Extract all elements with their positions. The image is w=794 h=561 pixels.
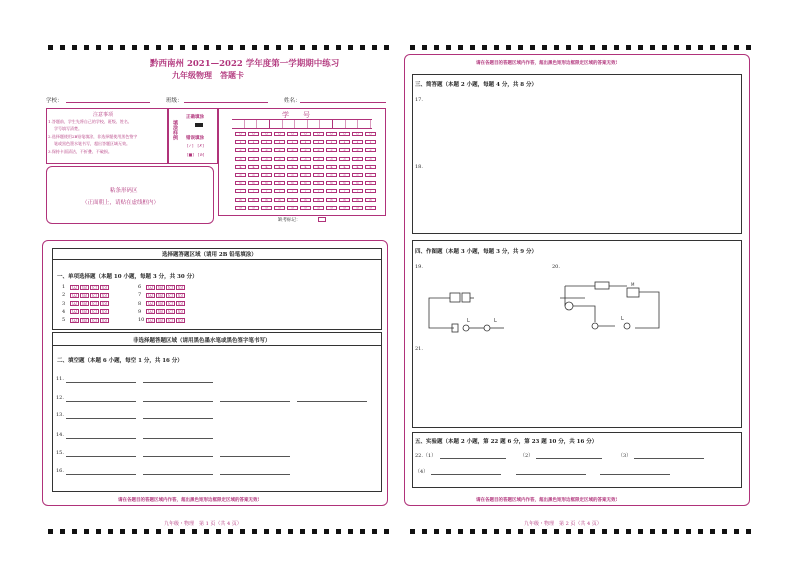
- mc-question-row: [62, 284, 110, 290]
- id-digit-bubble[interactable]: 3: [261, 157, 272, 161]
- id-digit-bubble[interactable]: 7: [248, 189, 259, 193]
- fill-blank[interactable]: [220, 401, 290, 402]
- mc-option-bubble[interactable]: [A]: [71, 293, 78, 298]
- mc-option-bubble[interactable]: [C]: [91, 318, 98, 323]
- fill-blank[interactable]: [143, 401, 213, 402]
- mc-option-bubble[interactable]: [C]: [91, 310, 98, 315]
- question-22-part-3: （3）: [618, 453, 632, 459]
- id-digit-bubble[interactable]: 7: [339, 189, 350, 193]
- mc-option-bubble[interactable]: [A]: [71, 302, 78, 307]
- fill-question-number: 13.: [56, 412, 64, 418]
- id-digit-bubble[interactable]: 5: [235, 173, 246, 177]
- mc-option-bubble[interactable]: [D]: [101, 293, 108, 298]
- mc-option-bubble[interactable]: [B]: [157, 310, 164, 315]
- id-digit-bubble[interactable]: 0: [352, 132, 363, 136]
- question-21: 21.: [415, 346, 423, 352]
- id-digit-bubble[interactable]: 0: [287, 132, 298, 136]
- exp-blank[interactable]: [634, 458, 704, 459]
- id-digit-row: [235, 132, 376, 136]
- wrong-label: 错误填涂: [186, 136, 204, 141]
- fill-blank[interactable]: [297, 401, 367, 402]
- id-digit-bubble[interactable]: 1: [235, 140, 246, 144]
- id-digit-bubble[interactable]: 9: [313, 206, 324, 210]
- id-digit-bubble[interactable]: 0: [300, 132, 311, 136]
- id-digit-bubble[interactable]: 5: [339, 173, 350, 177]
- id-digit-bubble[interactable]: 4: [287, 165, 298, 169]
- id-digit-bubble[interactable]: 0: [365, 132, 376, 136]
- id-digit-row: [235, 157, 376, 161]
- mc-option-bubble[interactable]: [A]: [147, 293, 154, 298]
- mc-question-row: [138, 317, 186, 323]
- id-digit-bubble[interactable]: 3: [235, 157, 246, 161]
- mc-option-bubble[interactable]: [D]: [177, 302, 184, 307]
- id-digit-bubble[interactable]: 3: [365, 157, 376, 161]
- mc-option-bubble[interactable]: [B]: [157, 318, 164, 323]
- exp-blank[interactable]: [536, 458, 602, 459]
- mc-option-bubble[interactable]: [B]: [81, 293, 88, 298]
- id-digit-bubble[interactable]: 2: [300, 148, 311, 152]
- id-digit-bubble[interactable]: 4: [300, 165, 311, 169]
- id-digit-bubble[interactable]: 7: [287, 189, 298, 193]
- mc-option-bubble[interactable]: [B]: [157, 302, 164, 307]
- mc-option-bubble[interactable]: [A]: [147, 285, 154, 290]
- exp-blank[interactable]: [431, 474, 501, 475]
- svg-text:M: M: [631, 282, 635, 287]
- id-digit-bubble[interactable]: 8: [261, 198, 272, 202]
- fill-question-number: 15.: [56, 450, 64, 456]
- id-digit-bubble[interactable]: 1: [274, 140, 285, 144]
- mc-option-bubble[interactable]: [A]: [71, 285, 78, 290]
- circuit-figure-20: [555, 276, 665, 338]
- id-digit-bubble[interactable]: 4: [248, 165, 259, 169]
- svg-text:L: L: [494, 318, 497, 324]
- svg-text:L: L: [621, 316, 624, 322]
- fill-blank[interactable]: [143, 456, 213, 457]
- header-warning: 请在各题目的答题区域内作答，超出黑色矩形边框限定区域的答案无效!: [476, 61, 618, 66]
- fill-blank[interactable]: [66, 401, 136, 402]
- absent-label: 缺考标记：: [278, 218, 301, 223]
- mc-question-number: 8: [138, 300, 142, 307]
- mc-option-bubble[interactable]: [B]: [81, 302, 88, 307]
- correct-sample-mark: [195, 123, 203, 127]
- id-digit-row: [235, 198, 376, 202]
- id-digit-bubble[interactable]: 3: [287, 157, 298, 161]
- id-digit-bubble[interactable]: 2: [261, 148, 272, 152]
- fill-blank[interactable]: [220, 456, 290, 457]
- mc-option-bubble[interactable]: [D]: [101, 318, 108, 323]
- notice-line: 1.答题前，学生先将自己的学校、班级、姓名、: [48, 119, 132, 124]
- id-digit-bubble[interactable]: 1: [326, 140, 337, 144]
- mc-question-number: 3: [62, 300, 66, 307]
- mc-question-number: 7: [138, 292, 142, 299]
- mc-option-bubble[interactable]: [D]: [177, 318, 184, 323]
- exp-blank[interactable]: [440, 458, 506, 459]
- mc-option-bubble[interactable]: [B]: [157, 293, 164, 298]
- id-digit-bubble[interactable]: 6: [339, 181, 350, 185]
- student-id-header: 学 号: [282, 111, 310, 119]
- id-digit-bubble[interactable]: 5: [274, 173, 285, 177]
- id-digit-bubble[interactable]: 9: [248, 206, 259, 210]
- id-digit-bubble[interactable]: 6: [326, 181, 337, 185]
- id-digit-bubble[interactable]: 5: [300, 173, 311, 177]
- id-digit-bubble[interactable]: 5: [261, 173, 272, 177]
- id-digit-bubble[interactable]: 6: [365, 181, 376, 185]
- id-digit-bubble[interactable]: 4: [261, 165, 272, 169]
- id-digit-bubble[interactable]: 9: [339, 206, 350, 210]
- mc-option-bubble[interactable]: [B]: [81, 318, 88, 323]
- mc-option-bubble[interactable]: [D]: [177, 285, 184, 290]
- id-digit-bubble[interactable]: 8: [274, 198, 285, 202]
- fill-heading: 二、填空题（本题 6 小题，每空 1 分，共 16 分）: [57, 358, 183, 364]
- id-digit-bubble[interactable]: 5: [326, 173, 337, 177]
- id-digit-bubble[interactable]: 4: [326, 165, 337, 169]
- id-digit-bubble[interactable]: 8: [313, 198, 324, 202]
- id-digit-bubble[interactable]: 4: [313, 165, 324, 169]
- id-digit-bubble[interactable]: 0: [313, 132, 324, 136]
- id-digit-bubble[interactable]: 7: [313, 189, 324, 193]
- id-digit-bubble[interactable]: 3: [352, 157, 363, 161]
- page-footer: 九年级・物理 第 1 页（共 4 页）: [164, 521, 242, 527]
- id-digit-bubble[interactable]: 9: [287, 206, 298, 210]
- id-digit-bubble[interactable]: 3: [300, 157, 311, 161]
- question-22-part-4: （4）: [415, 469, 429, 475]
- mc-question-row: [138, 309, 186, 315]
- id-digit-bubble[interactable]: 1: [313, 140, 324, 144]
- id-digit-bubble[interactable]: 4: [235, 165, 246, 169]
- class-label: 班级：: [166, 98, 183, 104]
- fill-question-number: 11.: [56, 376, 64, 382]
- class-field[interactable]: [184, 102, 268, 103]
- mc-option-bubble[interactable]: [C]: [91, 302, 98, 307]
- mc-option-bubble[interactable]: [A]: [147, 302, 154, 307]
- mc-option-bubble[interactable]: [B]: [81, 310, 88, 315]
- notice-line: 3.保持卡面清洁，不折叠、不破损。: [48, 149, 112, 154]
- school-label: 学校：: [46, 98, 63, 104]
- fill-blank[interactable]: [143, 382, 213, 383]
- exp-blank[interactable]: [516, 474, 586, 475]
- id-digit-bubble[interactable]: 7: [365, 189, 376, 193]
- id-digit-bubble[interactable]: 8: [326, 198, 337, 202]
- id-digit-bubble[interactable]: 2: [339, 148, 350, 152]
- id-digit-bubble[interactable]: 8: [339, 198, 350, 202]
- mc-section-title: 选择题答题区域（请用 2B 铅笔填涂）: [162, 252, 257, 258]
- wrong-sample-marks: [✓] [✗]: [187, 143, 204, 148]
- id-digit-row: [235, 165, 376, 169]
- mc-option-bubble[interactable]: [A]: [71, 318, 78, 323]
- id-digit-bubble[interactable]: 6: [313, 181, 324, 185]
- notice-title: 注意事项: [93, 112, 114, 118]
- fill-question-number: 14.: [56, 432, 64, 438]
- svg-text:L: L: [467, 318, 470, 324]
- mc-option-bubble[interactable]: [B]: [81, 285, 88, 290]
- footer-warning-2: 请在各题目的答题区域内作答，超出黑色矩形边框限定区域的答案无效!: [476, 498, 618, 503]
- id-digit-bubble[interactable]: 2: [352, 148, 363, 152]
- page-footer-2: 九年级・物理 第 2 页（共 4 页）: [524, 521, 602, 527]
- mc-option-bubble[interactable]: [B]: [157, 285, 164, 290]
- id-digit-bubble[interactable]: 1: [261, 140, 272, 144]
- id-digit-bubble[interactable]: 8: [235, 198, 246, 202]
- page-title: 黔西南州 2021—2022 学年度第一学期期中练习: [150, 59, 340, 69]
- mc-question-row: [62, 309, 110, 315]
- id-digit-row: [235, 189, 376, 193]
- id-digit-bubble[interactable]: 1: [339, 140, 350, 144]
- short-answer-section: [412, 74, 742, 234]
- id-digit-bubble[interactable]: 2: [235, 148, 246, 152]
- question-22-part-2: （2）: [520, 453, 534, 459]
- id-digit-bubble[interactable]: 7: [300, 189, 311, 193]
- id-digit-bubble[interactable]: 7: [261, 189, 272, 193]
- mc-option-bubble[interactable]: [C]: [167, 285, 174, 290]
- mc-question-row: [138, 292, 186, 298]
- id-digit-bubble[interactable]: 4: [339, 165, 350, 169]
- id-digit-bubble[interactable]: 2: [326, 148, 337, 152]
- mc-option-bubble[interactable]: [C]: [167, 318, 174, 323]
- fill-blank[interactable]: [66, 474, 136, 475]
- id-digit-bubble[interactable]: 5: [313, 173, 324, 177]
- id-digit-row: [235, 140, 376, 144]
- mc-option-bubble[interactable]: [D]: [101, 302, 108, 307]
- question-17: 17.: [415, 97, 423, 103]
- mc-question-number: 2: [62, 292, 66, 299]
- mc-option-bubble[interactable]: [D]: [101, 310, 108, 315]
- wrong-sample-marks-2: [■] [⊘]: [187, 152, 205, 157]
- id-digit-bubble[interactable]: 5: [248, 173, 259, 177]
- id-digit-bubble[interactable]: 8: [352, 198, 363, 202]
- id-digit-bubble[interactable]: 6: [261, 181, 272, 185]
- question-18: 18.: [415, 164, 423, 170]
- id-digit-bubble[interactable]: 9: [261, 206, 272, 210]
- id-digit-bubble[interactable]: 4: [365, 165, 376, 169]
- id-digit-bubble[interactable]: 6: [248, 181, 259, 185]
- id-digit-bubble[interactable]: 1: [287, 140, 298, 144]
- id-digit-bubble[interactable]: 4: [274, 165, 285, 169]
- id-digit-bubble[interactable]: 2: [274, 148, 285, 152]
- id-digit-bubble[interactable]: 8: [300, 198, 311, 202]
- id-digit-bubble[interactable]: 9: [274, 206, 285, 210]
- mc-question-row: [62, 301, 110, 307]
- id-digit-row: [235, 206, 376, 210]
- question-19: 19.: [415, 264, 423, 270]
- id-digit-bubble[interactable]: 0: [274, 132, 285, 136]
- id-digit-bubble[interactable]: 9: [365, 206, 376, 210]
- exp-heading: 五、实验题（本题 2 小题，第 22 题 6 分，第 23 题 10 分，共 16 分）: [415, 439, 598, 445]
- name-label: 姓名：: [284, 98, 301, 104]
- id-digit-bubble[interactable]: 7: [352, 189, 363, 193]
- id-digit-bubble[interactable]: 0: [339, 132, 350, 136]
- id-digit-bubble[interactable]: 2: [365, 148, 376, 152]
- id-digit-bubble[interactable]: 2: [287, 148, 298, 152]
- id-digit-bubble[interactable]: 5: [287, 173, 298, 177]
- mc-option-bubble[interactable]: [C]: [91, 285, 98, 290]
- barcode-area: [46, 166, 214, 224]
- id-digit-bubble[interactable]: 6: [300, 181, 311, 185]
- id-digit-bubble[interactable]: 9: [235, 206, 246, 210]
- mc-question-row: [138, 284, 186, 290]
- id-digit-row: [235, 181, 376, 185]
- id-digit-bubble[interactable]: 6: [352, 181, 363, 185]
- mc-option-bubble[interactable]: [C]: [167, 310, 174, 315]
- fill-blank[interactable]: [143, 418, 213, 419]
- mc-question-number: 10: [138, 317, 145, 324]
- fill-blank[interactable]: [143, 474, 213, 475]
- id-digit-bubble[interactable]: 3: [248, 157, 259, 161]
- id-digit-bubble[interactable]: 3: [326, 157, 337, 161]
- notice-line: 笔或黑色墨水笔书写，超出答题区域无效。: [54, 141, 130, 146]
- fill-question-number: 16.: [56, 468, 64, 474]
- id-digit-bubble[interactable]: 6: [235, 181, 246, 185]
- id-digit-bubble[interactable]: 4: [352, 165, 363, 169]
- barcode-note: （正面朝上，请贴在虚线框内）: [82, 200, 160, 206]
- mc-option-bubble[interactable]: [A]: [71, 310, 78, 315]
- mc-option-bubble[interactable]: [D]: [101, 285, 108, 290]
- id-digit-bubble[interactable]: 3: [274, 157, 285, 161]
- fill-question-number: 12.: [56, 395, 64, 401]
- mc-question-number: 5: [62, 317, 66, 324]
- mc-question-number: 6: [138, 284, 142, 290]
- mc-option-bubble[interactable]: [C]: [91, 293, 98, 298]
- fill-blank[interactable]: [66, 382, 136, 383]
- fill-blank[interactable]: [66, 438, 136, 439]
- name-field[interactable]: [300, 102, 386, 103]
- id-digit-bubble[interactable]: 6: [287, 181, 298, 185]
- mc-option-bubble[interactable]: [A]: [147, 318, 154, 323]
- fill-blank[interactable]: [66, 456, 136, 457]
- exp-blank[interactable]: [600, 474, 670, 475]
- id-digit-bubble[interactable]: 0: [235, 132, 246, 136]
- mc-question-number: 1: [62, 284, 66, 290]
- mc-option-bubble[interactable]: [C]: [167, 293, 174, 298]
- mc-option-bubble[interactable]: [D]: [177, 310, 184, 315]
- id-digit-bubble[interactable]: 2: [248, 148, 259, 152]
- id-digit-bubble[interactable]: 7: [235, 189, 246, 193]
- fill-blank[interactable]: [66, 418, 136, 419]
- draw-heading: 四、作图题（本题 3 小题，每题 3 分，共 9 分）: [415, 249, 537, 255]
- id-digit-bubble[interactable]: 8: [365, 198, 376, 202]
- id-digit-bubble[interactable]: 1: [352, 140, 363, 144]
- sample-label: 填涂样例: [172, 120, 178, 140]
- id-digit-bubble[interactable]: 0: [261, 132, 272, 136]
- fill-blank[interactable]: [220, 474, 290, 475]
- id-digit-bubble[interactable]: 1: [248, 140, 259, 144]
- id-digit-bubble[interactable]: 3: [313, 157, 324, 161]
- id-digit-bubble[interactable]: 2: [313, 148, 324, 152]
- page-subtitle: 九年级物理 答题卡: [172, 70, 244, 80]
- absent-checkbox[interactable]: [318, 217, 326, 222]
- nonmc-section-title: 非选择题答题区域（请用黑色墨水笔或黑色签字笔书写）: [133, 338, 271, 344]
- question-20: 20.: [552, 264, 560, 270]
- question-22: 22.（1）: [415, 453, 437, 459]
- notice-line: 2.选择题使用2B铅笔填涂，非选择题使用黑色签字: [48, 134, 138, 139]
- footer-warning: 请在各题目的答题区域内作答，超出黑色矩形边框限定区域的答案无效!: [118, 498, 260, 503]
- circuit-figure-19: [424, 284, 514, 338]
- mc-option-bubble[interactable]: [D]: [177, 293, 184, 298]
- id-digit-bubble[interactable]: 7: [274, 189, 285, 193]
- id-write-cells[interactable]: [232, 119, 372, 129]
- correct-label: 正确填涂: [186, 115, 204, 120]
- id-digit-bubble[interactable]: 1: [300, 140, 311, 144]
- id-digit-bubble[interactable]: 9: [326, 206, 337, 210]
- id-digit-bubble[interactable]: 3: [339, 157, 350, 161]
- mc-question-row: [62, 292, 110, 298]
- id-digit-bubble[interactable]: 0: [326, 132, 337, 136]
- id-digit-bubble[interactable]: 9: [352, 206, 363, 210]
- id-digit-bubble[interactable]: 0: [248, 132, 259, 136]
- notice-line: 学号填写清楚。: [54, 126, 82, 131]
- id-digit-row: [235, 173, 376, 177]
- id-digit-bubble[interactable]: 1: [365, 140, 376, 144]
- mc-option-bubble[interactable]: [A]: [147, 310, 154, 315]
- short-heading: 三、简答题（本题 2 小题，每题 4 分，共 8 分）: [415, 82, 537, 88]
- fill-blank[interactable]: [143, 438, 213, 439]
- mc-option-bubble[interactable]: [C]: [167, 302, 174, 307]
- school-field[interactable]: [66, 102, 150, 103]
- id-digit-bubble[interactable]: 8: [287, 198, 298, 202]
- id-digit-bubble[interactable]: 6: [274, 181, 285, 185]
- id-digit-row: [235, 148, 376, 152]
- mc-question-number: 4: [62, 308, 66, 315]
- mc-heading: 一、单项选择题（本题 10 小题，每题 3 分，共 30 分）: [57, 274, 198, 280]
- mc-question-number: 9: [138, 308, 142, 315]
- mc-question-row: [62, 317, 110, 323]
- mc-question-row: [138, 301, 186, 307]
- id-digit-bubble[interactable]: 5: [352, 173, 363, 177]
- id-digit-bubble[interactable]: 8: [248, 198, 259, 202]
- id-digit-bubble[interactable]: 9: [300, 206, 311, 210]
- barcode-title: 粘条形码区: [110, 188, 138, 194]
- id-digit-bubble[interactable]: 7: [326, 189, 337, 193]
- id-digit-bubble[interactable]: 5: [365, 173, 376, 177]
